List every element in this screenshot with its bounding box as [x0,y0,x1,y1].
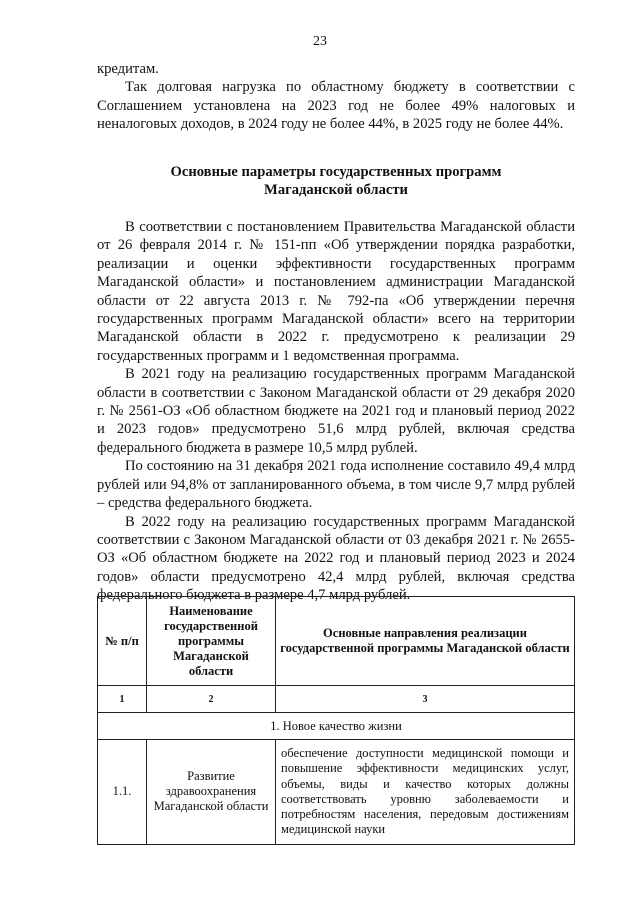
body-paragraph: В 2021 году на реализацию государственных программ Магаданской области в соответствии с Законом Магаданской области от 29 декабря 2020 г. № 2561-ОЗ «Об областном бюджете на 2021 год и плановый период 2022 и 2023 годов» предусмотрено 51,6 млрд рублей, включая средства федерального бюджета в размере 10,5 млрд рублей. [97,366,575,456]
header-directions: Основные направления реализации государственной программы Магаданской области [276,597,575,686]
body-text [97,218,575,605]
section-heading-line: Магаданской области [264,182,408,199]
column-numbers-row [98,686,575,713]
intro-paragraph: Так долговая нагрузка по областному бюджету в соответствии с Соглашением установлена на 2023 год не более 49% налоговых и неналоговых доходов, в 2024 году не более 44%, в 2025 году не более 44%. [97,79,575,133]
row-directions: обеспечение доступности медицинской помощи и повышение эффективности медицинских услуг, объемы, виды и качество которых должны соответствовать уровню заболеваемости и потребностям населения, передовым достижениям медицинской науки [276,740,575,845]
body-paragraph: По состоянию на 31 декабря 2021 года исполнение составило 49,4 млрд рублей или 94,8% от запланированного объема, в том числе 9,7 млрд рублей – средства федерального бюджета. [97,458,575,512]
column-number: 2 [147,686,276,713]
body-paragraph: В 2022 году на реализацию государственных программ Магаданской соответствии с Законом Магаданской области от 03 декабря 2021 г. № 2655-ОЗ «Об областном бюджете на 2022 год и плановый период 2023 и 2024 годов» области предусмотрено 42,4 млрд рублей, включая средства федерального бюджета в размере 4,7 млрд рублей. [97,513,575,604]
page-number: 23 [313,34,327,49]
table-header-row [98,597,575,686]
header-number: № п/п [98,597,147,686]
header-program-name: Наименование государственной программы Магаданской области [147,597,276,686]
section-heading [97,163,575,200]
row-program-name: Развитие здравоохранения Магаданской области [147,740,276,845]
body-paragraph: В соответствии с постановлением Правительства Магаданской области от 26 февраля 2014 г. № 151-пп «Об утверждении порядка разработки, реализации и оценки эффективности государственных программ Магаданской области» и постановлением администрации Магаданской области от 22 августа 2013 г. № 792-па «Об утверждении перечня государственных программ Магаданской области» всего на территории Магаданской области в 2022 г. предусмотрено к реализации 29 государственных программ и 1 ведомственная программа. [97,219,575,364]
column-number: 1 [98,686,147,713]
section-heading-line: Основные параметры государственных программ [170,164,502,180]
intro-paragraph: кредитам. [97,61,159,77]
section-title: 1. Новое качество жизни [98,713,575,740]
programs-table [97,596,575,845]
intro-text [97,60,575,134]
section-row [98,713,575,740]
row-number: 1.1. [98,740,147,845]
column-number: 3 [276,686,575,713]
table-row [98,740,575,845]
